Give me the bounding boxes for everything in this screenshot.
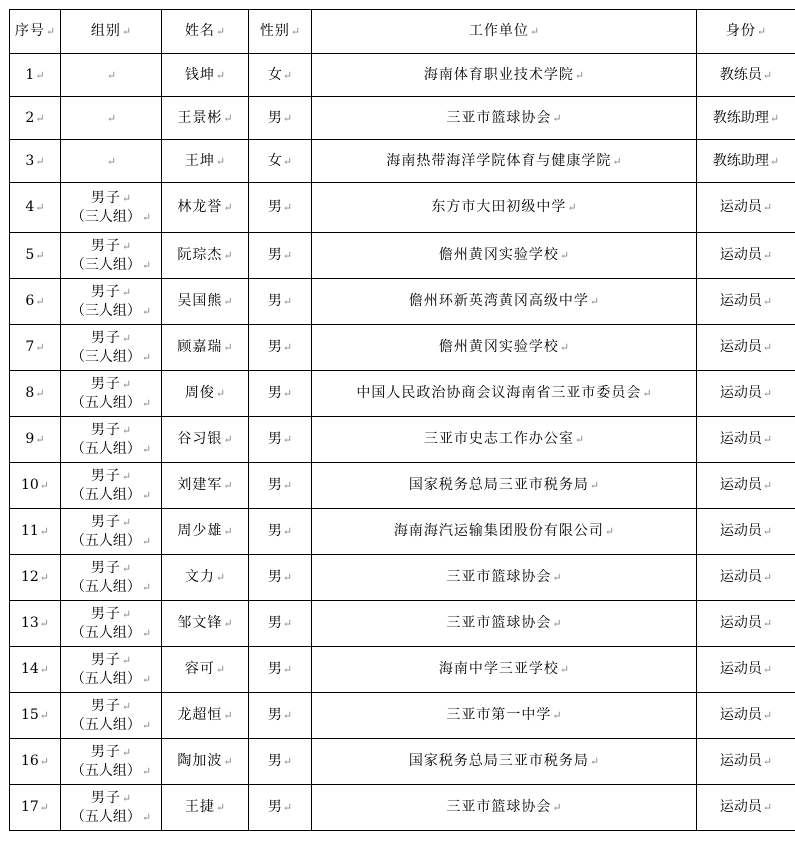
row-role: 运动员↵	[697, 183, 795, 233]
row-no: 14↵	[10, 647, 61, 693]
row-no: 4↵	[10, 183, 61, 233]
row-no: 11↵	[10, 509, 61, 555]
row-no: 1↵	[10, 54, 61, 97]
table-row	[10, 693, 795, 739]
row-group: 男子↵ （五人组）↵	[61, 739, 162, 785]
row-unit: 儋州黄冈实验学校↵	[312, 325, 697, 371]
header-gender: 性别↵	[249, 10, 312, 54]
row-no: 17↵	[10, 785, 61, 831]
row-gender: 男↵	[249, 325, 312, 371]
row-unit: 海南体育职业技术学院↵	[312, 54, 697, 97]
row-unit: 儋州环新英湾黄冈高级中学↵	[312, 279, 697, 325]
row-no: 12↵	[10, 555, 61, 601]
row-group: 男子↵ （五人组）↵	[61, 647, 162, 693]
row-role: 运动员↵	[697, 555, 795, 601]
row-name: 王景彬↵	[162, 97, 249, 140]
row-role: 运动员↵	[697, 647, 795, 693]
table-row	[10, 97, 795, 140]
row-name: 王捷↵	[162, 785, 249, 831]
row-unit: 三亚市史志工作办公室↵	[312, 417, 697, 463]
row-group: 男子↵ （五人组）↵	[61, 601, 162, 647]
header-group: 组别↵	[61, 10, 162, 54]
row-role: 运动员↵	[697, 325, 795, 371]
row-group: 男子↵ （三人组）↵	[61, 183, 162, 233]
row-group: 男子↵ （五人组）↵	[61, 785, 162, 831]
row-unit: 三亚市篮球协会↵	[312, 785, 697, 831]
table-row	[10, 509, 795, 555]
row-gender: 女↵	[249, 54, 312, 97]
row-gender: 男↵	[249, 601, 312, 647]
row-gender: 男↵	[249, 463, 312, 509]
row-gender: 男↵	[249, 509, 312, 555]
row-unit: 儋州黄冈实验学校↵	[312, 233, 697, 279]
row-group: 男子↵ （三人组）↵	[61, 233, 162, 279]
row-group: 男子↵ （五人组）↵	[61, 555, 162, 601]
row-no: 10↵	[10, 463, 61, 509]
row-name: 周少雄↵	[162, 509, 249, 555]
row-unit: 海南热带海洋学院体育与健康学院↵	[312, 140, 697, 183]
row-role: 运动员↵	[697, 739, 795, 785]
row-name: 吴国熊↵	[162, 279, 249, 325]
row-role: 运动员↵	[697, 371, 795, 417]
table-row	[10, 555, 795, 601]
row-role: 教练员↵	[697, 54, 795, 97]
row-role: 运动员↵	[697, 233, 795, 279]
row-no: 16↵	[10, 739, 61, 785]
row-gender: 男↵	[249, 233, 312, 279]
row-name: 容可↵	[162, 647, 249, 693]
row-role: 运动员↵	[697, 693, 795, 739]
row-unit: 三亚市篮球协会↵	[312, 97, 697, 140]
row-name: 周俊↵	[162, 371, 249, 417]
row-gender: 男↵	[249, 183, 312, 233]
row-name: 陶加波↵	[162, 739, 249, 785]
row-no: 9↵	[10, 417, 61, 463]
table-row	[10, 647, 795, 693]
row-unit: 海南中学三亚学校↵	[312, 647, 697, 693]
row-no: 15↵	[10, 693, 61, 739]
row-group: 男子↵ （三人组）↵	[61, 325, 162, 371]
row-gender: 男↵	[249, 97, 312, 140]
header-name: 姓名↵	[162, 10, 249, 54]
row-role: 运动员↵	[697, 509, 795, 555]
row-name: 谷习银↵	[162, 417, 249, 463]
row-unit: 国家税务总局三亚市税务局↵	[312, 463, 697, 509]
row-gender: 男↵	[249, 555, 312, 601]
table-row	[10, 739, 795, 785]
row-group: ↵	[61, 140, 162, 183]
row-role: 运动员↵	[697, 463, 795, 509]
row-no: 5↵	[10, 233, 61, 279]
row-unit: 中国人民政治协商会议海南省三亚市委员会↵	[312, 371, 697, 417]
row-name: 顾嘉瑞↵	[162, 325, 249, 371]
row-group: 男子↵ （五人组）↵	[61, 693, 162, 739]
row-unit: 三亚市篮球协会↵	[312, 555, 697, 601]
row-group: 男子↵ （五人组）↵	[61, 417, 162, 463]
row-unit: 国家税务总局三亚市税务局↵	[312, 739, 697, 785]
row-group: ↵	[61, 97, 162, 140]
table-row	[10, 233, 795, 279]
table-row	[10, 371, 795, 417]
row-name: 阮琮杰↵	[162, 233, 249, 279]
table-row	[10, 140, 795, 183]
row-role: 运动员↵	[697, 279, 795, 325]
header-unit: 工作单位↵	[312, 10, 697, 54]
row-unit: 东方市大田初级中学↵	[312, 183, 697, 233]
roster-table	[9, 9, 795, 831]
row-gender: 男↵	[249, 785, 312, 831]
header-role: 身份↵	[697, 10, 795, 54]
row-name: 钱坤↵	[162, 54, 249, 97]
table-row	[10, 417, 795, 463]
row-name: 刘建军↵	[162, 463, 249, 509]
row-unit: 三亚市篮球协会↵	[312, 601, 697, 647]
table-row	[10, 183, 795, 233]
row-group: 男子↵ （五人组）↵	[61, 463, 162, 509]
row-no: 13↵	[10, 601, 61, 647]
row-role: 运动员↵	[697, 601, 795, 647]
row-name: 林龙誉↵	[162, 183, 249, 233]
row-group: 男子↵ （五人组）↵	[61, 371, 162, 417]
row-group: ↵	[61, 54, 162, 97]
row-no: 2↵	[10, 97, 61, 140]
row-gender: 男↵	[249, 739, 312, 785]
row-role: 教练助理↵	[697, 140, 795, 183]
row-role: 教练助理↵	[697, 97, 795, 140]
row-group: 男子↵ （五人组）↵	[61, 509, 162, 555]
table-body	[10, 54, 795, 831]
row-name: 文力↵	[162, 555, 249, 601]
table-row	[10, 325, 795, 371]
table-row	[10, 785, 795, 831]
row-gender: 女↵	[249, 140, 312, 183]
table-row	[10, 54, 795, 97]
row-gender: 男↵	[249, 647, 312, 693]
row-unit: 三亚市第一中学↵	[312, 693, 697, 739]
row-role: 运动员↵	[697, 417, 795, 463]
row-name: 龙超恒↵	[162, 693, 249, 739]
row-name: 王坤↵	[162, 140, 249, 183]
row-gender: 男↵	[249, 693, 312, 739]
row-gender: 男↵	[249, 371, 312, 417]
table-row	[10, 601, 795, 647]
table-row	[10, 279, 795, 325]
row-group: 男子↵ （三人组）↵	[61, 279, 162, 325]
row-gender: 男↵	[249, 279, 312, 325]
header-row	[10, 10, 795, 54]
row-unit: 海南海汽运输集团股份有限公司↵	[312, 509, 697, 555]
row-no: 8↵	[10, 371, 61, 417]
row-gender: 男↵	[249, 417, 312, 463]
header-no: 序号↵	[10, 10, 61, 54]
row-no: 3↵	[10, 140, 61, 183]
row-no: 6↵	[10, 279, 61, 325]
row-name: 邹文锋↵	[162, 601, 249, 647]
table-row	[10, 463, 795, 509]
row-no: 7↵	[10, 325, 61, 371]
row-role: 运动员↵	[697, 785, 795, 831]
